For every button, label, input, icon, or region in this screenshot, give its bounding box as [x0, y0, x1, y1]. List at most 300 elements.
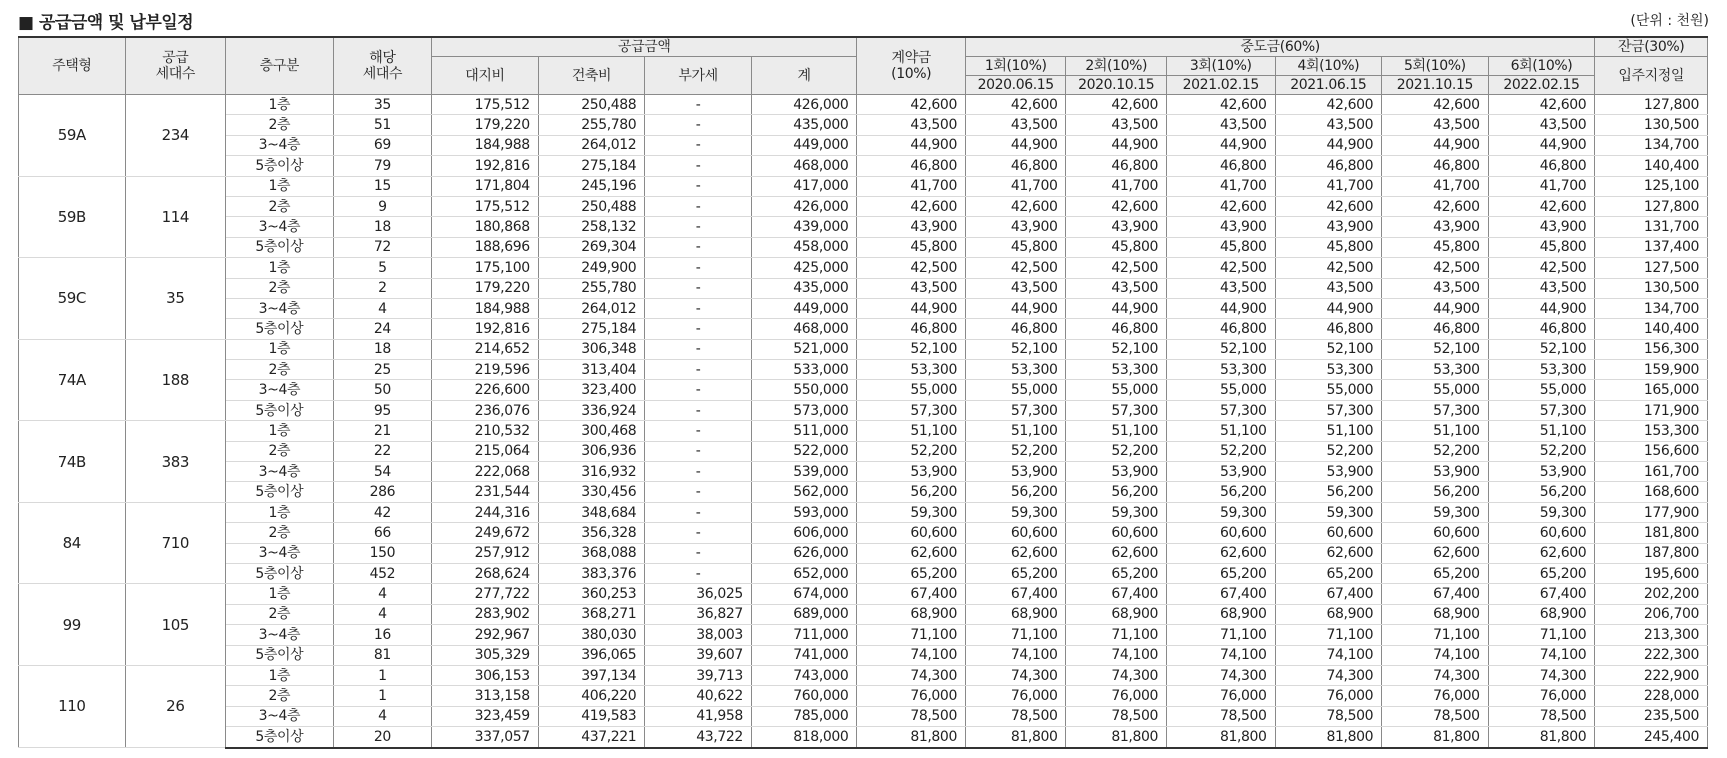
units-cell: 4 — [333, 298, 432, 318]
interim-round-1-cell: 67,400 — [965, 584, 1066, 604]
vat-cell: - — [645, 421, 752, 441]
interim-round-2-cell: 68,900 — [1066, 604, 1167, 624]
interim-round-3-cell: 43,900 — [1166, 217, 1275, 237]
floor-cell: 2층 — [226, 278, 334, 298]
interim-round-3-cell: 46,800 — [1166, 319, 1275, 339]
interim-round-6-cell: 81,800 — [1488, 727, 1595, 748]
interim-round-1-cell: 56,200 — [965, 482, 1066, 502]
table-row — [19, 421, 1708, 441]
interim-round-2-cell: 44,900 — [1066, 135, 1167, 155]
interim-round-4-cell: 53,900 — [1275, 462, 1382, 482]
floor-cell: 2층 — [226, 360, 334, 380]
housing-type-cell: 59C — [19, 258, 126, 340]
interim-round-6-cell: 53,300 — [1488, 360, 1595, 380]
housing-type-cell: 59B — [19, 176, 126, 258]
header-supply-units-label: 공급 세대수 — [155, 50, 195, 82]
land-cell: 175,512 — [432, 95, 539, 115]
interim-round-1-cell: 43,900 — [965, 217, 1066, 237]
interim-round-2-cell: 74,300 — [1066, 665, 1167, 685]
housing-type-cell: 110 — [19, 665, 126, 747]
vat-cell: 40,622 — [645, 686, 752, 706]
interim-round-4-cell: 46,800 — [1275, 319, 1382, 339]
interim-round-5-cell: 45,800 — [1382, 237, 1489, 257]
land-cell: 244,316 — [432, 502, 539, 522]
vat-cell: - — [645, 543, 752, 563]
contract-cell: 55,000 — [857, 380, 966, 400]
interim-round-5-cell: 53,300 — [1382, 360, 1489, 380]
total-cell: 426,000 — [751, 95, 857, 115]
interim-round-6-cell: 42,600 — [1488, 196, 1595, 216]
interim-round-4-cell: 41,700 — [1275, 176, 1382, 196]
interim-round-4-cell: 42,600 — [1275, 95, 1382, 115]
supply-units-cell: 26 — [125, 665, 226, 747]
balance-cell: 222,300 — [1595, 645, 1708, 665]
contract-cell: 59,300 — [857, 502, 966, 522]
interim-round-4-cell: 44,900 — [1275, 298, 1382, 318]
total-cell: 689,000 — [751, 604, 857, 624]
table-row — [19, 604, 1708, 624]
total-cell: 674,000 — [751, 584, 857, 604]
interim-round-3-cell: 53,300 — [1166, 360, 1275, 380]
interim-round-5-cell: 67,400 — [1382, 584, 1489, 604]
units-cell: 2 — [333, 278, 432, 298]
interim-round-1-cell: 42,500 — [965, 258, 1066, 278]
balance-cell: 165,000 — [1595, 380, 1708, 400]
floor-cell: 5층이상 — [226, 727, 334, 748]
interim-round-5-cell: 55,000 — [1382, 380, 1489, 400]
interim-round-3-cell: 42,600 — [1166, 95, 1275, 115]
interim-round-1-cell: 44,900 — [965, 298, 1066, 318]
units-cell: 42 — [333, 502, 432, 522]
total-cell: 468,000 — [751, 156, 857, 176]
balance-cell: 131,700 — [1595, 217, 1708, 237]
table-row — [19, 217, 1708, 237]
interim-round-3-cell: 43,500 — [1166, 278, 1275, 298]
total-cell: 606,000 — [751, 523, 857, 543]
interim-round-1-cell: 42,600 — [965, 95, 1066, 115]
balance-cell: 130,500 — [1595, 115, 1708, 135]
interim-round-2-cell: 53,300 — [1066, 360, 1167, 380]
vat-cell: - — [645, 380, 752, 400]
total-cell: 652,000 — [751, 563, 857, 583]
table-row — [19, 462, 1708, 482]
interim-round-4-cell: 43,900 — [1275, 217, 1382, 237]
interim-round-6-cell: 53,900 — [1488, 462, 1595, 482]
balance-cell: 159,900 — [1595, 360, 1708, 380]
balance-cell: 125,100 — [1595, 176, 1708, 196]
vat-cell: 38,003 — [645, 625, 752, 645]
interim-round-4-cell: 68,900 — [1275, 604, 1382, 624]
interim-round-6-cell: 57,300 — [1488, 400, 1595, 420]
building-cell: 380,030 — [538, 625, 645, 645]
table-row — [19, 156, 1708, 176]
interim-round-6-cell: 52,200 — [1488, 441, 1595, 461]
header-balance: 잔금(30%) — [1595, 37, 1708, 57]
contract-cell: 53,300 — [857, 360, 966, 380]
interim-round-5-cell: 65,200 — [1382, 563, 1489, 583]
units-cell: 286 — [333, 482, 432, 502]
interim-round-3-cell: 81,800 — [1166, 727, 1275, 748]
table-row — [19, 95, 1708, 115]
table-row — [19, 543, 1708, 563]
table-row — [19, 115, 1708, 135]
contract-cell: 46,800 — [857, 319, 966, 339]
floor-cell: 2층 — [226, 604, 334, 624]
units-cell: 1 — [333, 686, 432, 706]
land-cell: 268,624 — [432, 563, 539, 583]
interim-round-5-cell: 74,100 — [1382, 645, 1489, 665]
table-row — [19, 176, 1708, 196]
building-cell: 348,684 — [538, 502, 645, 522]
units-cell: 4 — [333, 584, 432, 604]
balance-cell: 127,500 — [1595, 258, 1708, 278]
header-bar — [0, 0, 1727, 36]
interim-round-1-cell: 52,100 — [965, 339, 1066, 359]
interim-round-1-cell: 81,800 — [965, 727, 1066, 748]
interim-round-2-cell: 78,500 — [1066, 706, 1167, 726]
floor-cell: 2층 — [226, 686, 334, 706]
balance-cell: 187,800 — [1595, 543, 1708, 563]
balance-cell: 127,800 — [1595, 95, 1708, 115]
table-row — [19, 645, 1708, 665]
building-cell: 275,184 — [538, 319, 645, 339]
contract-cell: 43,500 — [857, 115, 966, 135]
interim-round-2-cell: 67,400 — [1066, 584, 1167, 604]
contract-cell: 45,800 — [857, 237, 966, 257]
units-cell: 95 — [333, 400, 432, 420]
interim-round-2-cell: 42,600 — [1066, 95, 1167, 115]
balance-cell: 171,900 — [1595, 400, 1708, 420]
interim-round-1-cell: 74,100 — [965, 645, 1066, 665]
header-floor: 층구분 — [226, 37, 334, 95]
housing-type-cell: 74B — [19, 421, 126, 503]
interim-round-1-cell: 51,100 — [965, 421, 1066, 441]
supply-units-cell: 383 — [125, 421, 226, 503]
interim-round-1-cell: 42,600 — [965, 196, 1066, 216]
interim-round-3-cell: 65,200 — [1166, 563, 1275, 583]
balance-cell: 140,400 — [1595, 319, 1708, 339]
interim-round-4-cell: 67,400 — [1275, 584, 1382, 604]
land-cell: 257,912 — [432, 543, 539, 563]
table-row — [19, 665, 1708, 685]
interim-round-5-cell: 43,500 — [1382, 278, 1489, 298]
interim-round-5-cell: 43,500 — [1382, 115, 1489, 135]
land-cell: 184,988 — [432, 298, 539, 318]
floor-cell: 2층 — [226, 196, 334, 216]
housing-type-cell: 84 — [19, 502, 126, 584]
vat-cell: - — [645, 502, 752, 522]
interim-round-6-cell: 44,900 — [1488, 298, 1595, 318]
contract-cell: 43,500 — [857, 278, 966, 298]
supply-units-cell: 114 — [125, 176, 226, 258]
vat-cell: - — [645, 563, 752, 583]
interim-round-2-cell: 81,800 — [1066, 727, 1167, 748]
building-cell: 360,253 — [538, 584, 645, 604]
table-row — [19, 196, 1708, 216]
table-row — [19, 237, 1708, 257]
building-cell: 406,220 — [538, 686, 645, 706]
interim-round-6-cell: 68,900 — [1488, 604, 1595, 624]
interim-round-6-cell: 46,800 — [1488, 156, 1595, 176]
interim-round-3-cell: 59,300 — [1166, 502, 1275, 522]
building-cell: 323,400 — [538, 380, 645, 400]
floor-cell: 5층이상 — [226, 237, 334, 257]
building-cell: 383,376 — [538, 563, 645, 583]
interim-round-2-cell: 51,100 — [1066, 421, 1167, 441]
interim-round-3-cell: 42,500 — [1166, 258, 1275, 278]
building-cell: 306,936 — [538, 441, 645, 461]
interim-round-3-cell: 56,200 — [1166, 482, 1275, 502]
interim-round-6-cell: 43,500 — [1488, 115, 1595, 135]
header-interim-round-4: 4회(10%) — [1275, 57, 1382, 76]
interim-round-3-cell: 42,600 — [1166, 196, 1275, 216]
interim-round-6-cell: 74,300 — [1488, 665, 1595, 685]
header-units-label: 해당 세대수 — [362, 50, 403, 82]
total-cell: 593,000 — [751, 502, 857, 522]
contract-cell: 52,100 — [857, 339, 966, 359]
interim-round-4-cell: 43,500 — [1275, 115, 1382, 135]
contract-cell: 56,200 — [857, 482, 966, 502]
total-cell: 449,000 — [751, 135, 857, 155]
units-cell: 25 — [333, 360, 432, 380]
units-cell: 69 — [333, 135, 432, 155]
table-body — [19, 95, 1708, 748]
total-cell: 426,000 — [751, 196, 857, 216]
units-cell: 150 — [333, 543, 432, 563]
interim-round-5-cell: 71,100 — [1382, 625, 1489, 645]
interim-round-1-cell: 68,900 — [965, 604, 1066, 624]
interim-round-4-cell: 52,200 — [1275, 441, 1382, 461]
interim-round-3-cell: 46,800 — [1166, 156, 1275, 176]
units-cell: 21 — [333, 421, 432, 441]
header-units — [333, 37, 432, 95]
floor-cell: 3~4층 — [226, 298, 334, 318]
vat-cell: - — [645, 258, 752, 278]
interim-round-3-cell: 60,600 — [1166, 523, 1275, 543]
interim-round-4-cell: 55,000 — [1275, 380, 1382, 400]
land-cell: 231,544 — [432, 482, 539, 502]
units-cell: 35 — [333, 95, 432, 115]
interim-round-5-cell: 52,200 — [1382, 441, 1489, 461]
header-supply-units — [125, 37, 226, 95]
interim-round-2-cell: 46,800 — [1066, 319, 1167, 339]
interim-round-2-cell: 71,100 — [1066, 625, 1167, 645]
interim-round-1-cell: 53,300 — [965, 360, 1066, 380]
table-row — [19, 278, 1708, 298]
price-schedule-table — [18, 36, 1708, 749]
interim-round-5-cell: 60,600 — [1382, 523, 1489, 543]
building-cell: 368,088 — [538, 543, 645, 563]
interim-round-6-cell: 43,900 — [1488, 217, 1595, 237]
interim-round-2-cell: 43,900 — [1066, 217, 1167, 237]
interim-round-3-cell: 67,400 — [1166, 584, 1275, 604]
units-cell: 81 — [333, 645, 432, 665]
interim-round-2-cell: 60,600 — [1066, 523, 1167, 543]
interim-round-3-cell: 68,900 — [1166, 604, 1275, 624]
header-contract — [857, 37, 966, 95]
header-interim-round-5: 5회(10%) — [1382, 57, 1489, 76]
interim-round-3-cell: 45,800 — [1166, 237, 1275, 257]
vat-cell: - — [645, 237, 752, 257]
building-cell: 264,012 — [538, 135, 645, 155]
units-cell: 4 — [333, 604, 432, 624]
units-cell: 72 — [333, 237, 432, 257]
table-row — [19, 258, 1708, 278]
table-row — [19, 727, 1708, 748]
floor-cell: 1층 — [226, 584, 334, 604]
vat-cell: 39,713 — [645, 665, 752, 685]
contract-cell: 43,900 — [857, 217, 966, 237]
interim-round-6-cell: 71,100 — [1488, 625, 1595, 645]
housing-type-cell: 59A — [19, 95, 126, 177]
vat-cell: - — [645, 115, 752, 135]
balance-cell: 134,700 — [1595, 135, 1708, 155]
table-row — [19, 400, 1708, 420]
unit-note: (단위 : 천원) — [1630, 13, 1709, 29]
interim-round-3-cell: 74,100 — [1166, 645, 1275, 665]
total-cell: 550,000 — [751, 380, 857, 400]
building-cell: 269,304 — [538, 237, 645, 257]
interim-round-2-cell: 55,000 — [1066, 380, 1167, 400]
table-row — [19, 298, 1708, 318]
land-cell: 306,153 — [432, 665, 539, 685]
balance-cell: 127,800 — [1595, 196, 1708, 216]
contract-cell: 52,200 — [857, 441, 966, 461]
interim-round-5-cell: 42,600 — [1382, 196, 1489, 216]
header-interim-date-3: 2021.02.15 — [1166, 76, 1275, 95]
balance-cell: 195,600 — [1595, 563, 1708, 583]
floor-cell: 5층이상 — [226, 563, 334, 583]
vat-cell: - — [645, 360, 752, 380]
interim-round-2-cell: 46,800 — [1066, 156, 1167, 176]
interim-round-1-cell: 43,500 — [965, 278, 1066, 298]
balance-cell: 168,600 — [1595, 482, 1708, 502]
total-cell: 468,000 — [751, 319, 857, 339]
balance-cell: 153,300 — [1595, 421, 1708, 441]
interim-round-6-cell: 52,100 — [1488, 339, 1595, 359]
floor-cell: 5층이상 — [226, 156, 334, 176]
total-cell: 417,000 — [751, 176, 857, 196]
units-cell: 20 — [333, 727, 432, 748]
interim-round-2-cell: 59,300 — [1066, 502, 1167, 522]
header-move-in: 입주지정일 — [1595, 57, 1708, 95]
contract-cell: 62,600 — [857, 543, 966, 563]
header-interim-round-3: 3회(10%) — [1166, 57, 1275, 76]
floor-cell: 3~4층 — [226, 380, 334, 400]
interim-round-1-cell: 60,600 — [965, 523, 1066, 543]
floor-cell: 3~4층 — [226, 462, 334, 482]
total-cell: 539,000 — [751, 462, 857, 482]
building-cell: 316,932 — [538, 462, 645, 482]
vat-cell: 36,827 — [645, 604, 752, 624]
interim-round-4-cell: 43,500 — [1275, 278, 1382, 298]
header-interim-date-2: 2020.10.15 — [1066, 76, 1167, 95]
total-cell: 626,000 — [751, 543, 857, 563]
balance-cell: 161,700 — [1595, 462, 1708, 482]
units-cell: 50 — [333, 380, 432, 400]
price-schedule-table-wrapper — [18, 36, 1708, 749]
header-vat: 부가세 — [645, 57, 752, 95]
total-cell: 573,000 — [751, 400, 857, 420]
floor-cell: 1층 — [226, 502, 334, 522]
units-cell: 18 — [333, 217, 432, 237]
units-cell: 66 — [333, 523, 432, 543]
vat-cell: - — [645, 400, 752, 420]
floor-cell: 1층 — [226, 176, 334, 196]
interim-round-2-cell: 42,600 — [1066, 196, 1167, 216]
land-cell: 175,512 — [432, 196, 539, 216]
contract-cell: 42,600 — [857, 196, 966, 216]
header-housing-type: 주택형 — [19, 37, 126, 95]
table-row — [19, 706, 1708, 726]
contract-cell: 42,600 — [857, 95, 966, 115]
table-row — [19, 482, 1708, 502]
total-cell: 711,000 — [751, 625, 857, 645]
total-cell: 521,000 — [751, 339, 857, 359]
vat-cell: - — [645, 156, 752, 176]
interim-round-3-cell: 44,900 — [1166, 135, 1275, 155]
interim-round-2-cell: 52,100 — [1066, 339, 1167, 359]
table-row — [19, 380, 1708, 400]
contract-cell: 65,200 — [857, 563, 966, 583]
land-cell: 188,696 — [432, 237, 539, 257]
supply-units-cell: 234 — [125, 95, 226, 177]
table-row — [19, 523, 1708, 543]
interim-round-5-cell: 59,300 — [1382, 502, 1489, 522]
interim-round-6-cell: 45,800 — [1488, 237, 1595, 257]
contract-cell: 67,400 — [857, 584, 966, 604]
table-row — [19, 135, 1708, 155]
contract-cell: 81,800 — [857, 727, 966, 748]
building-cell: 396,065 — [538, 645, 645, 665]
vat-cell: - — [645, 441, 752, 461]
supply-units-cell: 35 — [125, 258, 226, 340]
interim-round-1-cell: 52,200 — [965, 441, 1066, 461]
interim-round-2-cell: 44,900 — [1066, 298, 1167, 318]
contract-cell: 41,700 — [857, 176, 966, 196]
interim-round-1-cell: 74,300 — [965, 665, 1066, 685]
interim-round-6-cell: 44,900 — [1488, 135, 1595, 155]
interim-round-4-cell: 42,500 — [1275, 258, 1382, 278]
interim-round-5-cell: 81,800 — [1382, 727, 1489, 748]
interim-round-2-cell: 45,800 — [1066, 237, 1167, 257]
units-cell: 452 — [333, 563, 432, 583]
interim-round-5-cell: 44,900 — [1382, 298, 1489, 318]
interim-round-4-cell: 42,600 — [1275, 196, 1382, 216]
floor-cell: 1층 — [226, 95, 334, 115]
balance-cell: 140,400 — [1595, 156, 1708, 176]
building-cell: 275,184 — [538, 156, 645, 176]
supply-units-cell: 710 — [125, 502, 226, 584]
units-cell: 22 — [333, 441, 432, 461]
building-cell: 330,456 — [538, 482, 645, 502]
land-cell: 192,816 — [432, 319, 539, 339]
units-cell: 5 — [333, 258, 432, 278]
interim-round-3-cell: 71,100 — [1166, 625, 1275, 645]
interim-round-5-cell: 53,900 — [1382, 462, 1489, 482]
interim-round-5-cell: 52,100 — [1382, 339, 1489, 359]
land-cell: 219,596 — [432, 360, 539, 380]
interim-round-1-cell: 71,100 — [965, 625, 1066, 645]
interim-round-6-cell: 60,600 — [1488, 523, 1595, 543]
interim-round-2-cell: 41,700 — [1066, 176, 1167, 196]
land-cell: 171,804 — [432, 176, 539, 196]
units-cell: 18 — [333, 339, 432, 359]
vat-cell: - — [645, 319, 752, 339]
interim-round-6-cell: 59,300 — [1488, 502, 1595, 522]
interim-round-5-cell: 46,800 — [1382, 319, 1489, 339]
floor-cell: 3~4층 — [226, 135, 334, 155]
